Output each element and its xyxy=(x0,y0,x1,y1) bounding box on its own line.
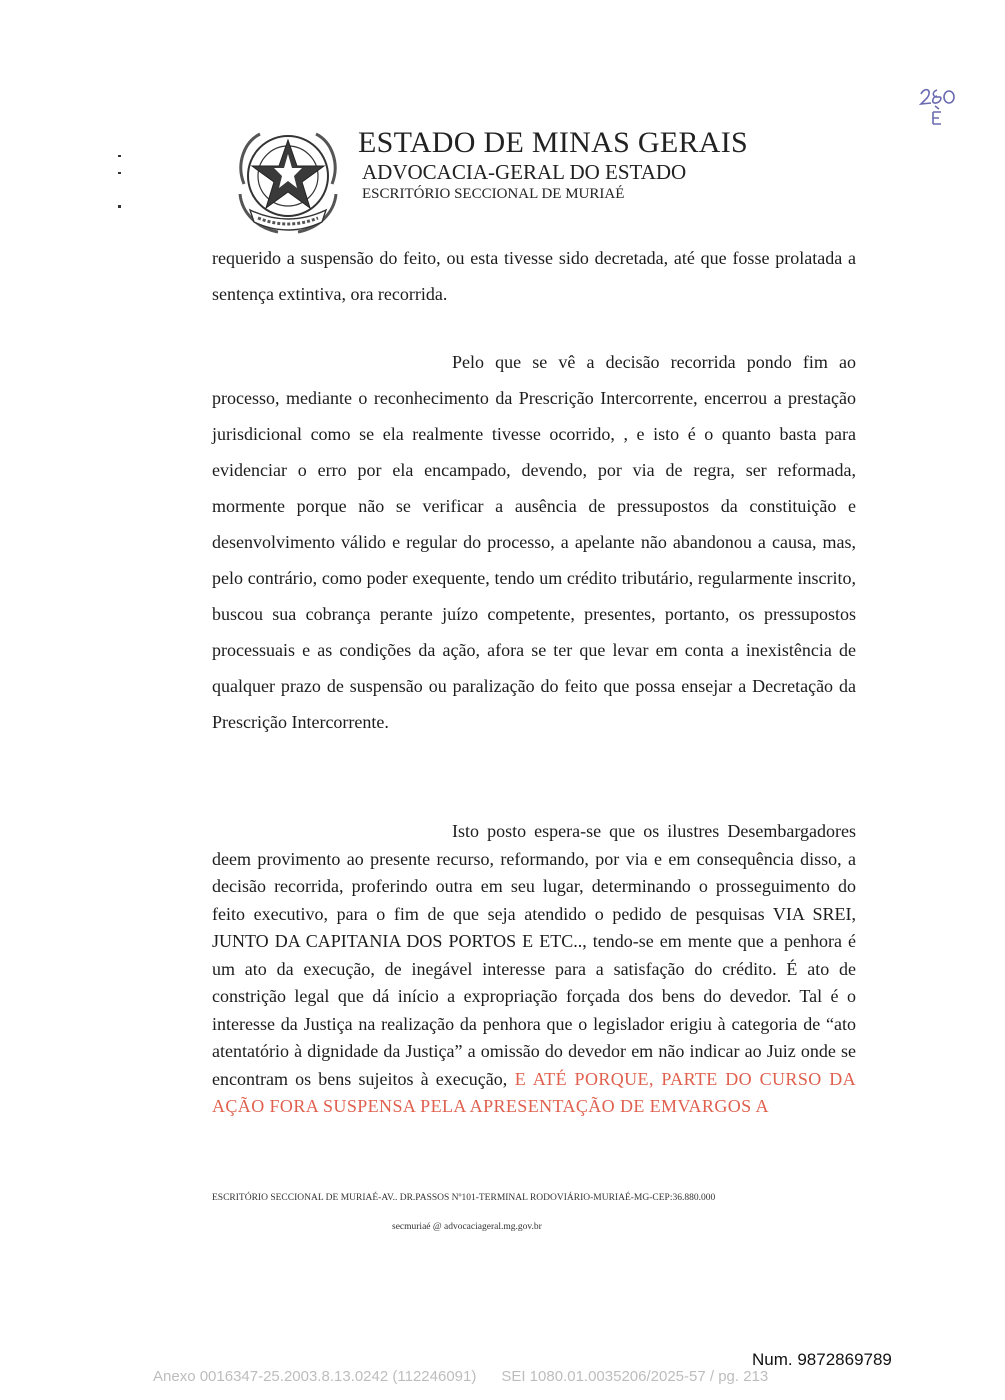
annex-reference: Anexo 0016347-25.2003.8.13.0242 (112246091) SEI 1080.01.0035206/2025-57 / pg. 213 xyxy=(153,1368,769,1385)
letterhead-office: ESCRITÓRIO SECCIONAL DE MURIAÉ xyxy=(362,186,625,202)
footer-address: ESCRITÓRIO SECCIONAL DE MURIAÉ-AV.. DR.PASSOS Nº101-TERMINAL RODOVIÁRIO-MURIAÉ-MG-CEP:36.880.000 xyxy=(212,1193,716,1203)
letterhead xyxy=(358,126,748,204)
paragraph-2: Pelo que se vê a decisão recorrida pondo fim ao processo, mediante o reconhecimento da Prescrição Intercorrente, encerrou a prestação jurisdicional como se ela realmente tivesse ocorrido, , e isto é o quanto basta para evidenciar o erro por ela encampado, devendo, por via de regra, ser reformada, mormente porque não se verificar a ausência de pressupostos da constituição e desenvolvimento válido e regular do processo, a apelante não abandonou a causa, mas, pelo contrário, como poder exequente, tendo um crédito tributário, regularmente inscrito, buscou sua cobrança perante juízo competente, presentes, portanto, os pressupostos processuais e as condições da ação, afora se ter que levar em conta a inexistência de qualquer prazo de suspensão ou paralização do feito que possa ensejar a Decretação da Prescrição Intercorrente. xyxy=(212,352,856,732)
paragraph-1: requerido a suspensão do feito, ou esta tivesse sido decretada, até que fosse prolatada a sentença extintiva, ora recorrida. xyxy=(212,248,856,304)
letterhead-title: ESTADO DE MINAS GERAIS xyxy=(358,126,749,159)
paragraph-3-text: Isto posto espera-se que os ilustres Desembargadores deem provimento ao presente recurso, reformando, por via e em consequência disso, a decisão recorrida, proferindo outra em seu lugar, determinando o prosseguimento do feito executivo, para o fim de que seja atendido o pedido de pesquisas VIA SREI, JUNTO DA CAPITANIA DOS PORTOS E ETC.., tendo-se em mente que a penhora é um ato da execução, de inegável interesse para a satisfação do crédito. É ato de constrição legal que dá início a expropriação forçada dos bens do devedor. Tal é o interesse da Justiça na realização da penhora que o legislador erigiu à categoria de “ato atentatório à dignidade da Justiça” a omissão do devedor em não indicar ao Juiz onde se encontram os bens sujeitos à execução, xyxy=(212,821,856,1089)
document-number: Num. 9872869789 xyxy=(752,1350,892,1369)
letterhead-subtitle: ADVOCACIA-GERAL DO ESTADO xyxy=(362,160,687,184)
handwritten-page-number-icon xyxy=(915,84,963,128)
paragraph-3-highlight: E ATÉ PORQUE, PARTE DO CURSO DA AÇÃO FORA SUSPENSA PELA APRESENTAÇÃO DE EMVARGOS A xyxy=(212,1068,856,1116)
coat-of-arms-seal-icon xyxy=(228,124,348,240)
paragraph-3 xyxy=(212,818,856,1121)
footer-email: secmuriaé @ advocaciageral.mg.gov.br xyxy=(392,1222,542,1232)
